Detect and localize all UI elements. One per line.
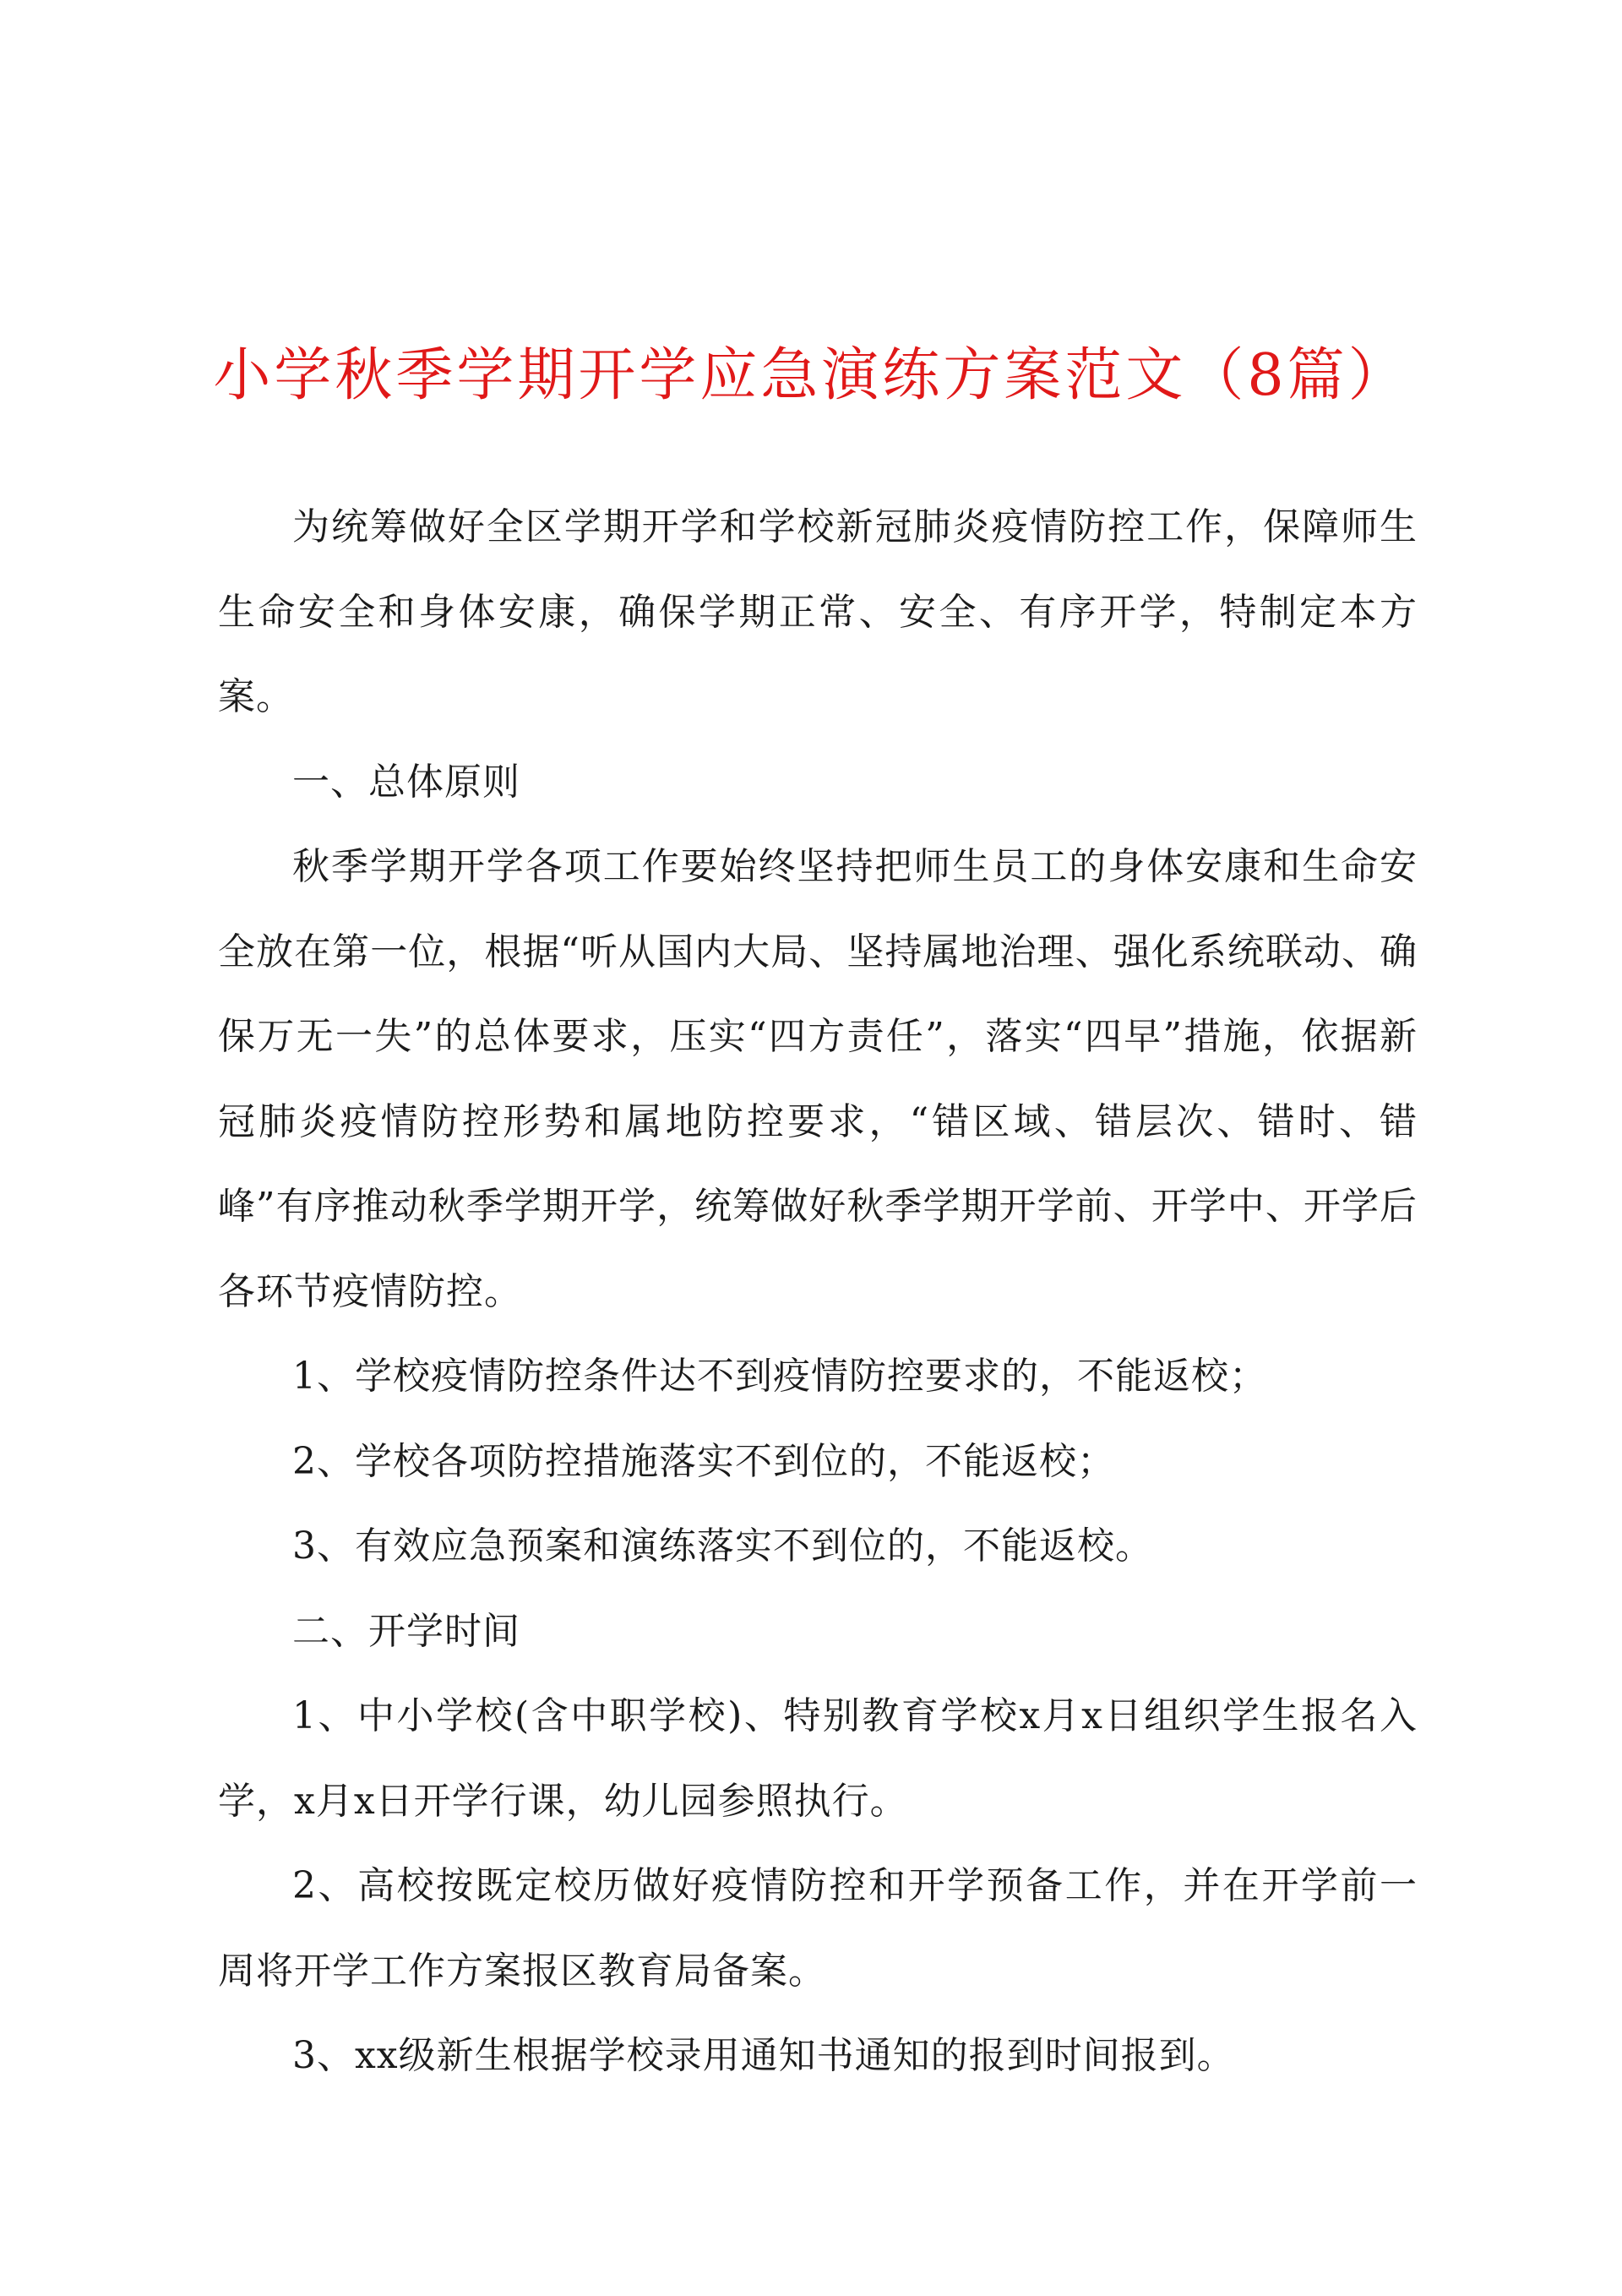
document-title: 小学秋季学期开学应急演练方案范文（8篇） [213,342,1409,409]
list-item: 2、学校各项防控措施落实不到位的，不能返校； [292,1439,1115,1483]
document-body [218,485,1418,2099]
intro-paragraph: 为统筹做好全区学期开学和学校新冠肺炎疫情防控工作，保障师生生命安全和身体安康，确保学期正常、安全、有序开学，特制定本方案。 [218,505,1418,718]
section-heading-school-start-time: 二、开学时间 [292,1609,520,1653]
list-item: 3、有效应急预案和演练落实不到位的，不能返校。 [292,1524,1153,1568]
section-heading-general-principles: 一、总体原则 [292,760,520,804]
principles-paragraph: 秋季学期开学各项工作要始终坚持把师生员工的身体安康和生命安全放在第一位，根据“听从国内大局、坚持属地治理、强化系统联动、确保万无一失”的总体要求，压实“四方责任”，落实“四早”措施，依据新冠肺炎疫情防控形势和属地防控要求，“错区域、错层次、错时、错峰”有序推动秋季学期开学，统筹做好秋季学期开学前、开学中、开学后各环节疫情防控。 [218,845,1418,1313]
list-item: 1、中小学校(含中职学校)、特别教育学校x月x日组织学生报名入学，x月x日开学行课，幼儿园参照执行。 [218,1694,1418,1823]
list-item: 2、高校按既定校历做好疫情防控和开学预备工作，并在开学前一周将开学工作方案报区教育局备案。 [218,1864,1418,1993]
list-item: 3、xx级新生根据学校录用通知书通知的报到时间报到。 [292,2034,1235,2077]
list-item: 1、学校疫情防控条件达不到疫情防控要求的，不能返校； [292,1355,1267,1398]
